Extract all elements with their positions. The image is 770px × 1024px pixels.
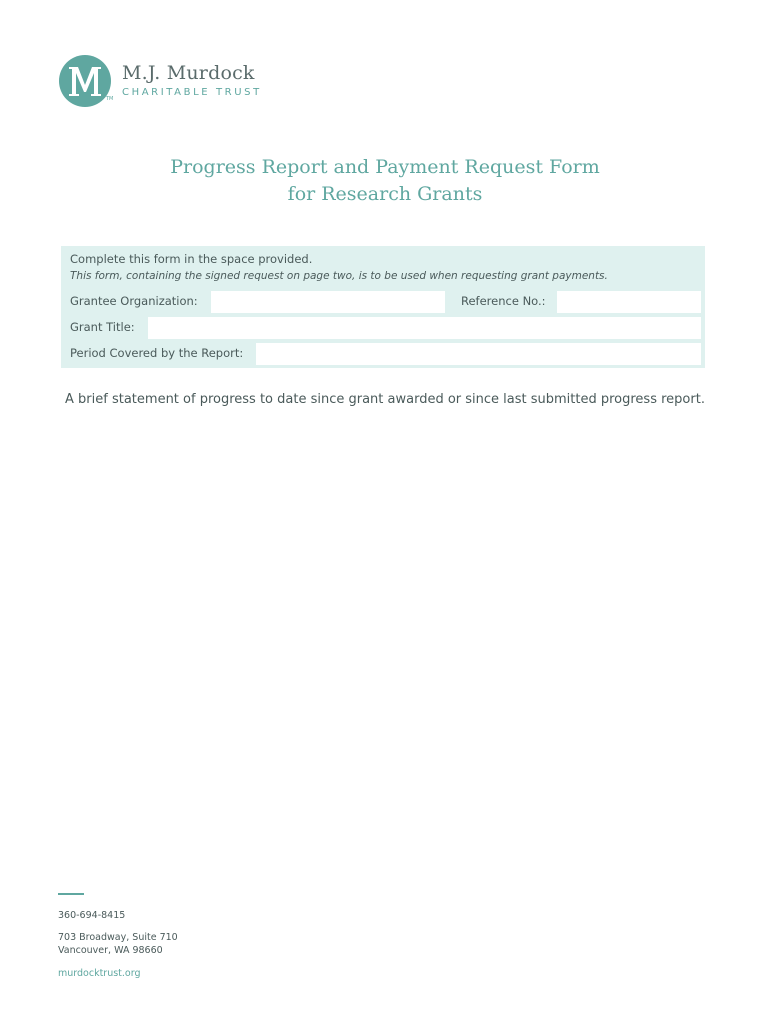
reference-number-label: Reference No.: bbox=[461, 294, 546, 308]
grantee-organization-field[interactable] bbox=[211, 291, 445, 313]
footer-phone: 360-694-8415 bbox=[58, 910, 126, 921]
reference-number-field[interactable] bbox=[557, 291, 701, 313]
grant-title-field[interactable] bbox=[148, 317, 701, 339]
form-intro: Complete this form in the space provided. bbox=[70, 252, 313, 266]
footer-address-line2: Vancouver, WA 98660 bbox=[58, 945, 163, 956]
page-title-line1: Progress Report and Payment Request Form bbox=[170, 156, 600, 178]
page-title bbox=[0, 154, 770, 208]
progress-statement-prompt: A brief statement of progress to date since grant awarded or since last submitted progress report. bbox=[65, 392, 705, 407]
grant-title-label: Grant Title: bbox=[70, 320, 135, 334]
footer-divider bbox=[58, 893, 84, 895]
brand-logo bbox=[58, 54, 262, 110]
grantee-organization-label: Grantee Organization: bbox=[70, 294, 198, 308]
trademark-mark: TM bbox=[106, 96, 114, 102]
form-intro-note: This form, containing the signed request on page two, is to be used when requesting grant payments. bbox=[70, 270, 608, 282]
brand-subtitle: CHARITABLE TRUST bbox=[122, 87, 262, 98]
brand-name: M.J. Murdock bbox=[122, 62, 255, 84]
period-covered-field[interactable] bbox=[256, 343, 701, 365]
footer-address-line1: 703 Broadway, Suite 710 bbox=[58, 932, 178, 943]
grant-info-form bbox=[61, 246, 705, 368]
footer-website-link[interactable]: murdocktrust.org bbox=[58, 968, 141, 979]
murdock-m-logo-icon bbox=[58, 54, 112, 108]
period-covered-label: Period Covered by the Report: bbox=[70, 346, 244, 360]
page-title-line2: for Research Grants bbox=[287, 183, 483, 205]
